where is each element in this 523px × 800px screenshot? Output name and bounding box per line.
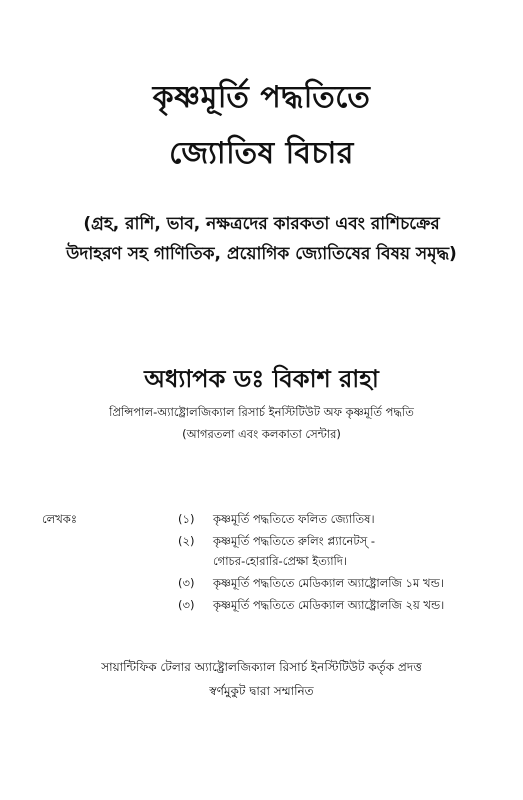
book-text: কৃষ্ণমূর্তি পদ্ধতিতে মেডিক্যাল অ্যাষ্ট্রোলজি ১ম খন্ড। (213, 576, 444, 590)
book-title-line-2: জ্যোতিষ বিচার (169, 136, 354, 171)
author-name: অধ্যাপক ডঃ বিকাশ রাহা (144, 365, 379, 393)
book-subtitle-line-1: (গ্রহ, রাশি, ভাব, নক্ষত্রদের কারকতা এবং রাশিচক্রের (83, 214, 440, 234)
book-number: (৩) (178, 576, 195, 590)
book-item (0, 532, 523, 550)
book-item (0, 510, 523, 528)
book-text: কৃষ্ণমূর্তি পদ্ধতিতে ফলিত জ্যোতিষ। (213, 512, 375, 526)
book-number: (১) (178, 512, 195, 526)
book-title-line-1: কৃষ্ণমূর্তি পদ্ধতিতে (152, 80, 371, 115)
book-number: (২) (178, 534, 195, 548)
book-number: (৩) (178, 598, 195, 612)
author-designation-line-1: প্রিন্সিপাল-অ্যাষ্ট্রোলজিক্যাল রিসার্চ ইনস্টিটিউট অফ কৃষ্ণমূর্তি পদ্ধতি (109, 405, 414, 419)
book-item (0, 596, 523, 614)
book-text: কৃষ্ণমূর্তি পদ্ধতিতে রুলিং প্ল্যানেটস্ - (213, 534, 376, 548)
book-subtitle-line-2: উদাহরণ সহ গাণিতিক, প্রয়োগিক জ্যোতিষের বিষয় সমৃদ্ধ) (66, 244, 457, 264)
author-designation-line-2: (আগরতলা এবং কলকাতা সেন্টার) (182, 427, 341, 441)
book-item-continuation (0, 552, 523, 570)
book-text-continuation: গোচর-হোরারি-প্রেক্ষা ইত্যাদি। (213, 554, 347, 568)
award-line-2: স্বর্ণমুকুট দ্বারা সম্মানিত (209, 684, 314, 698)
books-label: লেখকঃ (42, 512, 77, 526)
book-text: কৃষ্ণমূর্তি পদ্ধতিতে মেডিক্যাল অ্যাষ্ট্রোলজি ২য় খন্ড। (213, 598, 445, 612)
book-item (0, 574, 523, 592)
award-line-1: সায়ান্টিফিক টেলার অ্যাষ্ট্রোলজিক্যাল রিসার্চ ইনস্টিটিউট কর্তৃক প্রদত্ত (101, 660, 422, 674)
